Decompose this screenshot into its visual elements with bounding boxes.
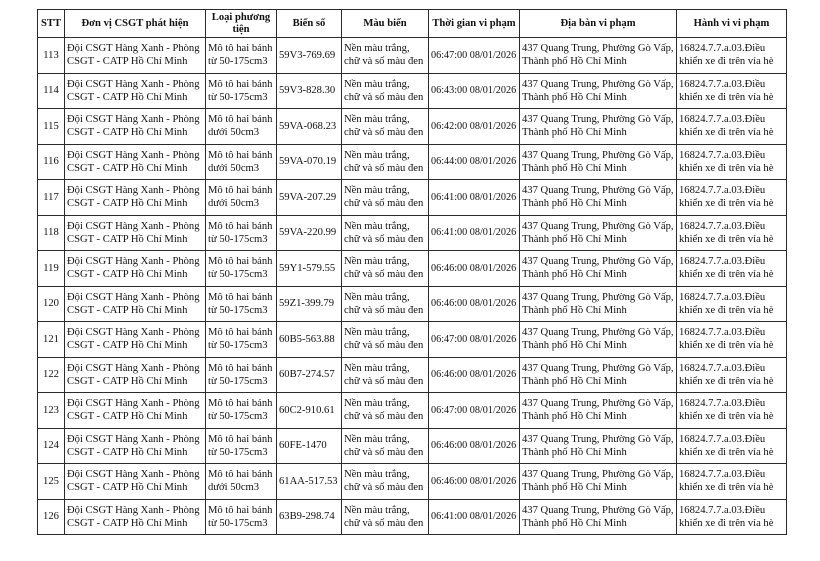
- header-unit: Đơn vị CSGT phát hiện: [65, 10, 206, 38]
- cell-unit: Đội CSGT Hàng Xanh - Phòng CSGT - CATP Hồ Chí Minh: [65, 180, 206, 216]
- cell-time: 06:46:00 08/01/2026: [429, 357, 520, 393]
- cell-stt: 125: [38, 464, 65, 500]
- table-row: [38, 428, 787, 464]
- cell-plate-color: Nền màu trắng, chữ và số màu đen: [342, 464, 429, 500]
- header-plate-color: Màu biển: [342, 10, 429, 38]
- cell-unit: Đội CSGT Hàng Xanh - Phòng CSGT - CATP Hồ Chí Minh: [65, 286, 206, 322]
- cell-plate: 60C2-910.61: [277, 393, 342, 429]
- table-row: [38, 322, 787, 358]
- cell-time: 06:46:00 08/01/2026: [429, 428, 520, 464]
- cell-plate: 59V3-769.69: [277, 38, 342, 74]
- cell-vehicle-type: Mô tô hai bánh dưới 50cm3: [206, 180, 277, 216]
- cell-time: 06:43:00 08/01/2026: [429, 73, 520, 109]
- cell-plate-color: Nền màu trắng, chữ và số màu đen: [342, 286, 429, 322]
- cell-unit: Đội CSGT Hàng Xanh - Phòng CSGT - CATP Hồ Chí Minh: [65, 38, 206, 74]
- header-location: Địa bàn vi phạm: [520, 10, 677, 38]
- cell-location: 437 Quang Trung, Phường Gò Vấp, Thành phố Hồ Chí Minh: [520, 144, 677, 180]
- cell-unit: Đội CSGT Hàng Xanh - Phòng CSGT - CATP Hồ Chí Minh: [65, 357, 206, 393]
- cell-plate-color: Nền màu trắng, chữ và số màu đen: [342, 215, 429, 251]
- cell-plate: 59VA-207.29: [277, 180, 342, 216]
- cell-plate: 59VA-220.99: [277, 215, 342, 251]
- cell-plate: 63B9-298.74: [277, 499, 342, 535]
- cell-violation: 16824.7.7.a.03.Điều khiển xe đi trên vỉa hè: [677, 499, 787, 535]
- cell-plate-color: Nền màu trắng, chữ và số màu đen: [342, 180, 429, 216]
- cell-stt: 122: [38, 357, 65, 393]
- header-vehicle-type: Loại phương tiện: [206, 10, 277, 38]
- cell-vehicle-type: Mô tô hai bánh từ 50-175cm3: [206, 393, 277, 429]
- cell-unit: Đội CSGT Hàng Xanh - Phòng CSGT - CATP Hồ Chí Minh: [65, 428, 206, 464]
- cell-plate-color: Nền màu trắng, chữ và số màu đen: [342, 109, 429, 145]
- cell-plate: 60FE-1470: [277, 428, 342, 464]
- cell-plate: 59VA-068.23: [277, 109, 342, 145]
- table-row: [38, 251, 787, 287]
- table-row: [38, 464, 787, 500]
- cell-location: 437 Quang Trung, Phường Gò Vấp, Thành phố Hồ Chí Minh: [520, 393, 677, 429]
- cell-violation: 16824.7.7.a.03.Điều khiển xe đi trên vỉa hè: [677, 215, 787, 251]
- cell-stt: 113: [38, 38, 65, 74]
- cell-unit: Đội CSGT Hàng Xanh - Phòng CSGT - CATP Hồ Chí Minh: [65, 73, 206, 109]
- violation-list-sheet: [37, 9, 786, 535]
- cell-vehicle-type: Mô tô hai bánh dưới 50cm3: [206, 109, 277, 145]
- cell-location: 437 Quang Trung, Phường Gò Vấp, Thành phố Hồ Chí Minh: [520, 322, 677, 358]
- cell-location: 437 Quang Trung, Phường Gò Vấp, Thành phố Hồ Chí Minh: [520, 73, 677, 109]
- cell-vehicle-type: Mô tô hai bánh từ 50-175cm3: [206, 38, 277, 74]
- cell-unit: Đội CSGT Hàng Xanh - Phòng CSGT - CATP Hồ Chí Minh: [65, 251, 206, 287]
- cell-plate-color: Nền màu trắng, chữ và số màu đen: [342, 251, 429, 287]
- cell-violation: 16824.7.7.a.03.Điều khiển xe đi trên vỉa hè: [677, 322, 787, 358]
- cell-plate-color: Nền màu trắng, chữ và số màu đen: [342, 73, 429, 109]
- cell-violation: 16824.7.7.a.03.Điều khiển xe đi trên vỉa hè: [677, 109, 787, 145]
- cell-stt: 121: [38, 322, 65, 358]
- cell-location: 437 Quang Trung, Phường Gò Vấp, Thành phố Hồ Chí Minh: [520, 499, 677, 535]
- cell-plate-color: Nền màu trắng, chữ và số màu đen: [342, 38, 429, 74]
- header-plate: Biển số: [277, 10, 342, 38]
- table-header: [38, 10, 787, 38]
- cell-violation: 16824.7.7.a.03.Điều khiển xe đi trên vỉa hè: [677, 38, 787, 74]
- cell-location: 437 Quang Trung, Phường Gò Vấp, Thành phố Hồ Chí Minh: [520, 464, 677, 500]
- cell-plate: 59V3-828.30: [277, 73, 342, 109]
- cell-plate: 60B5-563.88: [277, 322, 342, 358]
- cell-time: 06:47:00 08/01/2026: [429, 393, 520, 429]
- table-row: [38, 73, 787, 109]
- cell-violation: 16824.7.7.a.03.Điều khiển xe đi trên vỉa hè: [677, 180, 787, 216]
- cell-unit: Đội CSGT Hàng Xanh - Phòng CSGT - CATP Hồ Chí Minh: [65, 144, 206, 180]
- cell-stt: 114: [38, 73, 65, 109]
- cell-plate-color: Nền màu trắng, chữ và số màu đen: [342, 322, 429, 358]
- cell-vehicle-type: Mô tô hai bánh từ 50-175cm3: [206, 428, 277, 464]
- cell-vehicle-type: Mô tô hai bánh từ 50-175cm3: [206, 286, 277, 322]
- cell-plate-color: Nền màu trắng, chữ và số màu đen: [342, 428, 429, 464]
- cell-vehicle-type: Mô tô hai bánh từ 50-175cm3: [206, 322, 277, 358]
- cell-time: 06:41:00 08/01/2026: [429, 215, 520, 251]
- cell-unit: Đội CSGT Hàng Xanh - Phòng CSGT - CATP Hồ Chí Minh: [65, 464, 206, 500]
- cell-stt: 116: [38, 144, 65, 180]
- table-row: [38, 109, 787, 145]
- cell-time: 06:46:00 08/01/2026: [429, 286, 520, 322]
- cell-time: 06:47:00 08/01/2026: [429, 38, 520, 74]
- cell-location: 437 Quang Trung, Phường Gò Vấp, Thành phố Hồ Chí Minh: [520, 109, 677, 145]
- cell-violation: 16824.7.7.a.03.Điều khiển xe đi trên vỉa hè: [677, 393, 787, 429]
- cell-vehicle-type: Mô tô hai bánh dưới 50cm3: [206, 144, 277, 180]
- table-row: [38, 357, 787, 393]
- table-row: [38, 38, 787, 74]
- cell-plate: 61AA-517.53: [277, 464, 342, 500]
- cell-violation: 16824.7.7.a.03.Điều khiển xe đi trên vỉa hè: [677, 286, 787, 322]
- cell-vehicle-type: Mô tô hai bánh từ 50-175cm3: [206, 73, 277, 109]
- cell-location: 437 Quang Trung, Phường Gò Vấp, Thành phố Hồ Chí Minh: [520, 357, 677, 393]
- cell-violation: 16824.7.7.a.03.Điều khiển xe đi trên vỉa hè: [677, 357, 787, 393]
- cell-stt: 115: [38, 109, 65, 145]
- header-stt: STT: [38, 10, 65, 38]
- header-row: [38, 10, 787, 38]
- cell-location: 437 Quang Trung, Phường Gò Vấp, Thành phố Hồ Chí Minh: [520, 38, 677, 74]
- violation-table: [37, 9, 787, 535]
- cell-stt: 120: [38, 286, 65, 322]
- cell-unit: Đội CSGT Hàng Xanh - Phòng CSGT - CATP Hồ Chí Minh: [65, 322, 206, 358]
- cell-stt: 123: [38, 393, 65, 429]
- cell-time: 06:41:00 08/01/2026: [429, 180, 520, 216]
- cell-violation: 16824.7.7.a.03.Điều khiển xe đi trên vỉa hè: [677, 464, 787, 500]
- cell-stt: 124: [38, 428, 65, 464]
- cell-vehicle-type: Mô tô hai bánh dưới 50cm3: [206, 464, 277, 500]
- cell-violation: 16824.7.7.a.03.Điều khiển xe đi trên vỉa hè: [677, 251, 787, 287]
- cell-plate: 60B7-274.57: [277, 357, 342, 393]
- cell-plate: 59VA-070.19: [277, 144, 342, 180]
- cell-vehicle-type: Mô tô hai bánh từ 50-175cm3: [206, 251, 277, 287]
- table-row: [38, 144, 787, 180]
- cell-plate: 59Y1-579.55: [277, 251, 342, 287]
- cell-unit: Đội CSGT Hàng Xanh - Phòng CSGT - CATP Hồ Chí Minh: [65, 499, 206, 535]
- cell-violation: 16824.7.7.a.03.Điều khiển xe đi trên vỉa hè: [677, 428, 787, 464]
- cell-stt: 126: [38, 499, 65, 535]
- cell-location: 437 Quang Trung, Phường Gò Vấp, Thành phố Hồ Chí Minh: [520, 215, 677, 251]
- cell-vehicle-type: Mô tô hai bánh từ 50-175cm3: [206, 215, 277, 251]
- table-row: [38, 180, 787, 216]
- cell-plate-color: Nền màu trắng, chữ và số màu đen: [342, 144, 429, 180]
- cell-time: 06:42:00 08/01/2026: [429, 109, 520, 145]
- table-row: [38, 286, 787, 322]
- cell-stt: 117: [38, 180, 65, 216]
- cell-vehicle-type: Mô tô hai bánh từ 50-175cm3: [206, 499, 277, 535]
- header-violation: Hành vi vi phạm: [677, 10, 787, 38]
- cell-time: 06:41:00 08/01/2026: [429, 499, 520, 535]
- cell-location: 437 Quang Trung, Phường Gò Vấp, Thành phố Hồ Chí Minh: [520, 251, 677, 287]
- cell-vehicle-type: Mô tô hai bánh từ 50-175cm3: [206, 357, 277, 393]
- cell-location: 437 Quang Trung, Phường Gò Vấp, Thành phố Hồ Chí Minh: [520, 286, 677, 322]
- cell-stt: 118: [38, 215, 65, 251]
- cell-time: 06:46:00 08/01/2026: [429, 464, 520, 500]
- header-time: Thời gian vi phạm: [429, 10, 520, 38]
- table-row: [38, 499, 787, 535]
- cell-plate-color: Nền màu trắng, chữ và số màu đen: [342, 357, 429, 393]
- cell-location: 437 Quang Trung, Phường Gò Vấp, Thành phố Hồ Chí Minh: [520, 180, 677, 216]
- cell-plate-color: Nền màu trắng, chữ và số màu đen: [342, 499, 429, 535]
- cell-unit: Đội CSGT Hàng Xanh - Phòng CSGT - CATP Hồ Chí Minh: [65, 393, 206, 429]
- cell-unit: Đội CSGT Hàng Xanh - Phòng CSGT - CATP Hồ Chí Minh: [65, 215, 206, 251]
- cell-plate: 59Z1-399.79: [277, 286, 342, 322]
- cell-time: 06:44:00 08/01/2026: [429, 144, 520, 180]
- table-row: [38, 393, 787, 429]
- cell-unit: Đội CSGT Hàng Xanh - Phòng CSGT - CATP Hồ Chí Minh: [65, 109, 206, 145]
- table-body: [38, 38, 787, 535]
- cell-violation: 16824.7.7.a.03.Điều khiển xe đi trên vỉa hè: [677, 144, 787, 180]
- cell-plate-color: Nền màu trắng, chữ và số màu đen: [342, 393, 429, 429]
- cell-violation: 16824.7.7.a.03.Điều khiển xe đi trên vỉa hè: [677, 73, 787, 109]
- cell-time: 06:47:00 08/01/2026: [429, 322, 520, 358]
- cell-time: 06:46:00 08/01/2026: [429, 251, 520, 287]
- cell-stt: 119: [38, 251, 65, 287]
- cell-location: 437 Quang Trung, Phường Gò Vấp, Thành phố Hồ Chí Minh: [520, 428, 677, 464]
- table-row: [38, 215, 787, 251]
